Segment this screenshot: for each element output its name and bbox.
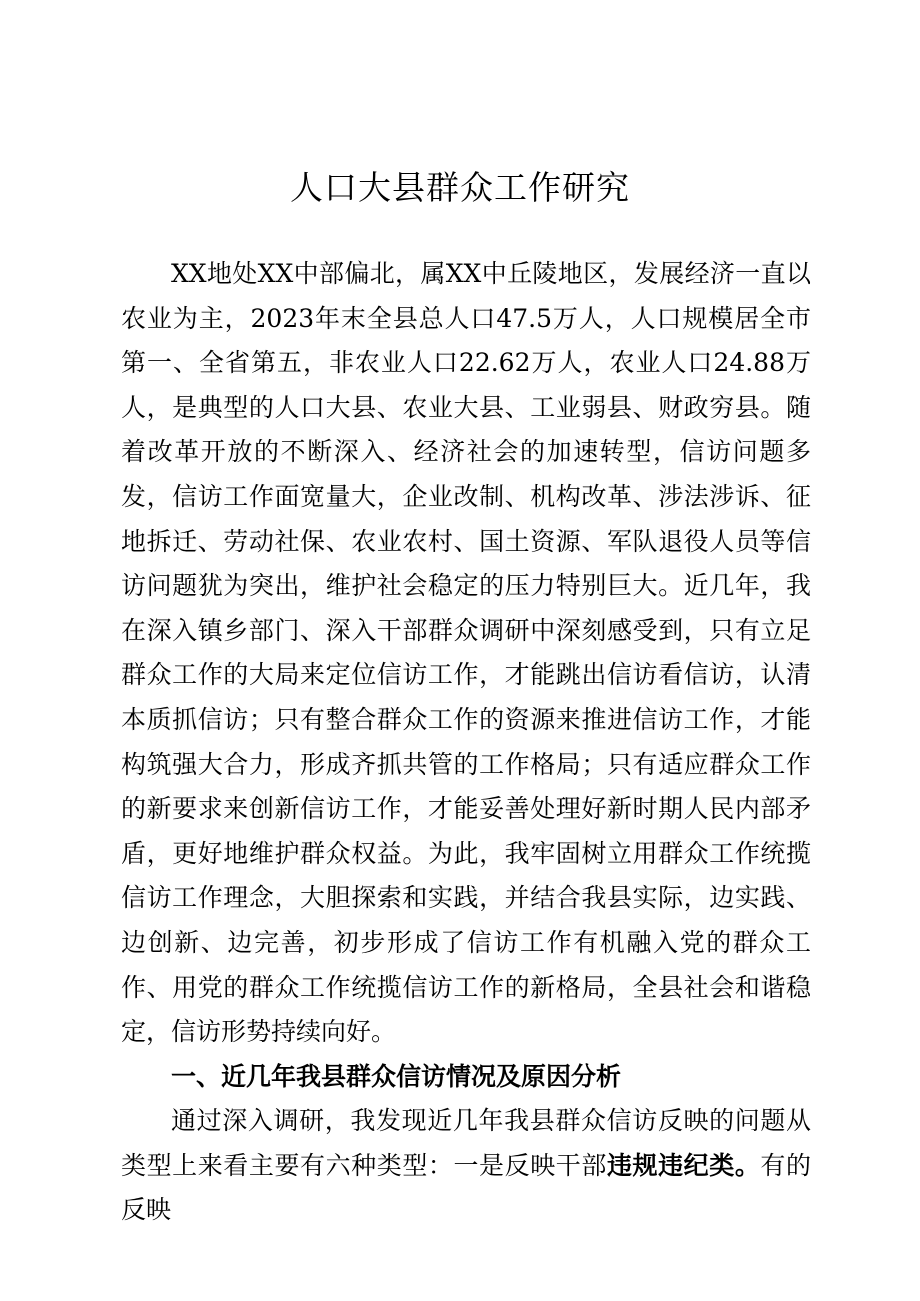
body-paragraph: XX地处XX中部偏北，属XX中丘陵地区，发展经济一直以农业为主，2023年末全县总人口47.5万人，人口规模居全市第一、全省第五，非农业人口22.62万人，农业人口24.88万人，是典型的人口大县、农业大县、工业弱县、财政穷县。随着改革开放的不断深入、经济社会的加速转型，信访问题多发，信访工作面宽量大，企业改制、机构改革、涉法涉诉、征地拆迁、劳动社保、农业农村、国土资源、军队退役人员等信访问题犹为突出，维护社会稳定的压力特别巨大。近几年，我在深入镇乡部门、深入干部群众调研中深刻感受到，只有立足群众工作的大局来定位信访工作，才能跳出信访看信访，认清本质抓信访；只有整合群众工作的资源来推进信访工作，才能构筑强大合力，形成齐抓共管的工作格局；只有适应群众工作的新要求来创新信访工作，才能妥善处理好新时期人民内部矛盾，更好地维护群众权益。为此，我牢固树立用群众工作统揽信访工作理念，大胆探索和实践，并结合我县实际，边实践、边创新、边完善，初步形成了信访工作有机融入党的群众工作、用党的群众工作统揽信访工作的新格局，全县社会和谐稳定，信访形势持续向好。 bbox=[121, 259, 811, 1047]
document-body bbox=[121, 252, 811, 1233]
paragraph-text: 通过深入调研，我发现近几年我县群众信访反映的问题从类型上来看主要有六种类型：一是反映干部 bbox=[121, 1106, 811, 1180]
bold-phrase: 违规违纪类。 bbox=[606, 1150, 761, 1180]
body-paragraph bbox=[121, 1099, 811, 1233]
page-title: 人口大县群众工作研究 bbox=[290, 168, 630, 207]
section-heading: 一、近几年我县群众信访情况及原因分析 bbox=[171, 1061, 622, 1091]
paragraph-text: 有的反映 bbox=[121, 1150, 811, 1225]
